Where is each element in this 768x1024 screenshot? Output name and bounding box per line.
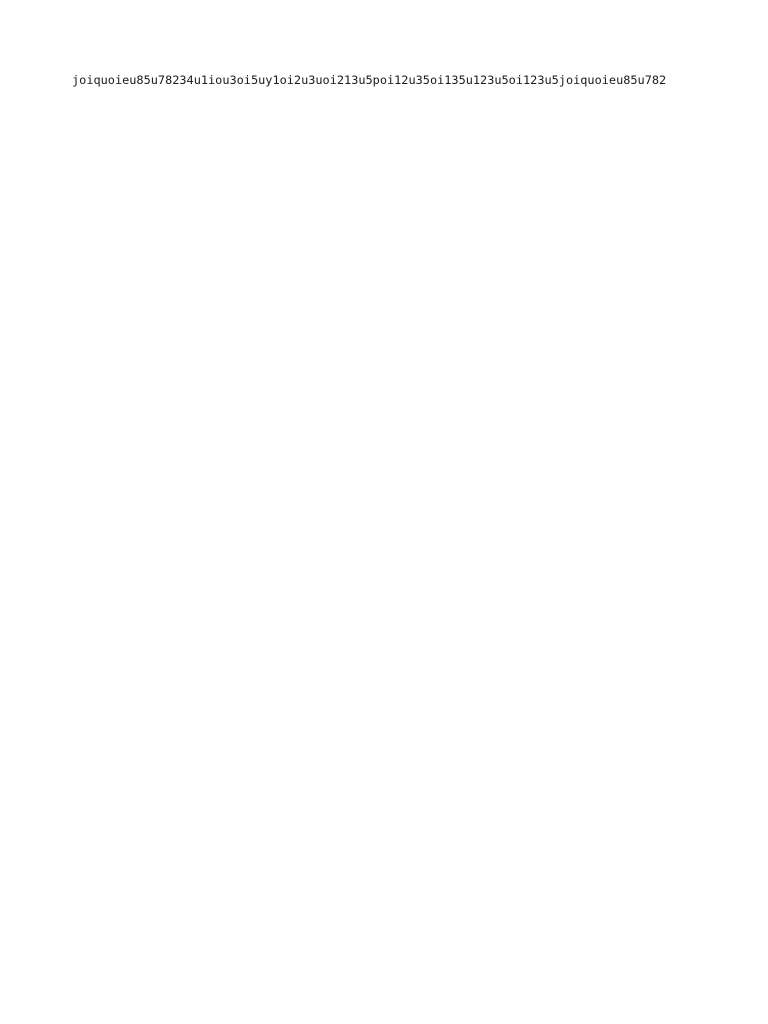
text-line: joiquoieu85u78234u1iou3oi5uy1oi2u3uoi213u5poi12u35oi135u123u5oi123u5joiquoieu85u782 [72, 73, 667, 87]
text-block [72, 73, 698, 87]
